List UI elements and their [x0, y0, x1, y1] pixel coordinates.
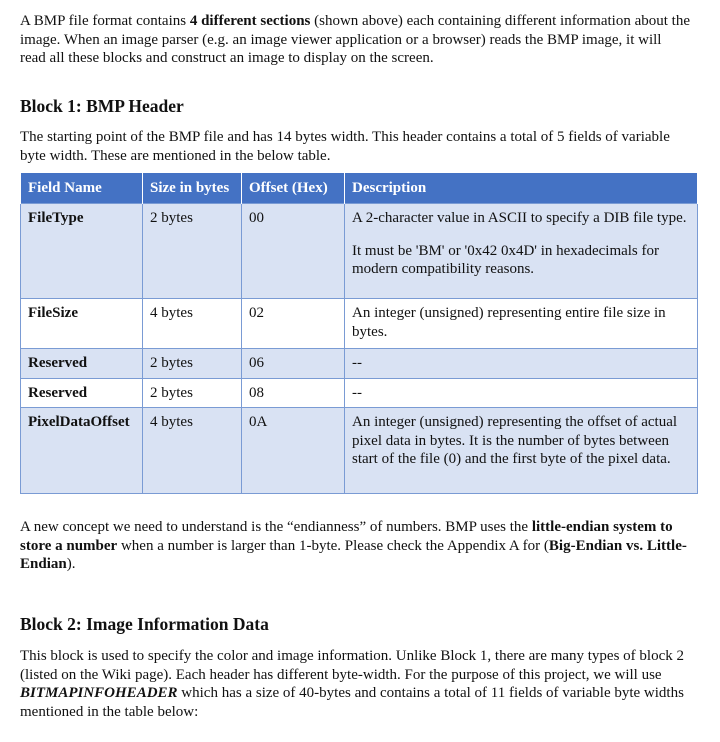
offset-cell: 08	[242, 378, 345, 408]
table-header-row	[21, 173, 698, 204]
block1-description: The starting point of the BMP file and has 14 bytes width. This header contains a total of 5 fields of variable byte width. These are mentioned in the below table.	[20, 129, 670, 164]
col-header-size: Size in bytes	[143, 173, 242, 204]
description-cell: --	[345, 349, 698, 379]
field-name-cell: FileSize	[21, 299, 143, 349]
offset-cell: 00	[242, 204, 345, 299]
block1-heading: Block 1: BMP Header	[20, 96, 184, 116]
size-cell: 2 bytes	[143, 204, 242, 299]
col-header-offset: Offset (Hex)	[242, 173, 345, 204]
offset-cell: 0A	[242, 408, 345, 494]
table-row	[21, 349, 698, 379]
col-header-field-name: Field Name	[21, 173, 143, 204]
field-name-cell: Reserved	[21, 378, 143, 408]
table-row	[21, 204, 698, 299]
description-note: It must be 'BM' or '0x42 0x4D' in hexadecimals for modern compatibility reasons.	[352, 242, 660, 278]
table-row	[21, 408, 698, 494]
description-cell: --	[345, 378, 698, 408]
bmp-header-table	[20, 173, 698, 494]
table-row	[21, 299, 698, 349]
block2-heading: Block 2: Image Information Data	[20, 614, 269, 634]
intro-paragraph: A BMP file format contains 4 different sections (shown above) each containing different information about the image. When an image parser (e.g. an image viewer application or a browser) reads the BMP image, it will read all these blocks and construct an image to display on the screen.	[20, 13, 690, 67]
block2-paragraph: This block is used to specify the color and image information. Unlike Block 1, there are many types of block 2 (listed on the Wiki page). Each header has different byte-width. For the purpose of this project, we will use BITMAPINFOHEADER which has a size of 40-bytes and contains a total of 11 fields of variable byte widths mentioned in the table below:	[20, 648, 684, 720]
description-cell: A 2-character value in ASCII to specify a DIB file type. It must be 'BM' or '0x42 0x4D' in hexadecimals for modern compatibility reasons.	[345, 204, 698, 299]
endianness-paragraph: A new concept we need to understand is the “endianness” of numbers. BMP uses the little-endian system to store a number when a number is larger than 1-byte. Please check the Appendix A for (Big-Endian vs. Little-Endian).	[20, 519, 687, 573]
col-header-description: Description	[345, 173, 698, 204]
field-name-cell: FileType	[21, 204, 143, 299]
field-name-cell: Reserved	[21, 349, 143, 379]
size-cell: 2 bytes	[143, 349, 242, 379]
size-cell: 2 bytes	[143, 378, 242, 408]
offset-cell: 06	[242, 349, 345, 379]
field-name-cell: PixelDataOffset	[21, 408, 143, 494]
description-cell: An integer (unsigned) representing entire file size in bytes.	[345, 299, 698, 349]
size-cell: 4 bytes	[143, 299, 242, 349]
description-cell: An integer (unsigned) representing the offset of actual pixel data in bytes. It is the number of bytes between start of the file (0) and the first byte of the pixel data.	[345, 408, 698, 494]
table-row	[21, 378, 698, 408]
offset-cell: 02	[242, 299, 345, 349]
size-cell: 4 bytes	[143, 408, 242, 494]
